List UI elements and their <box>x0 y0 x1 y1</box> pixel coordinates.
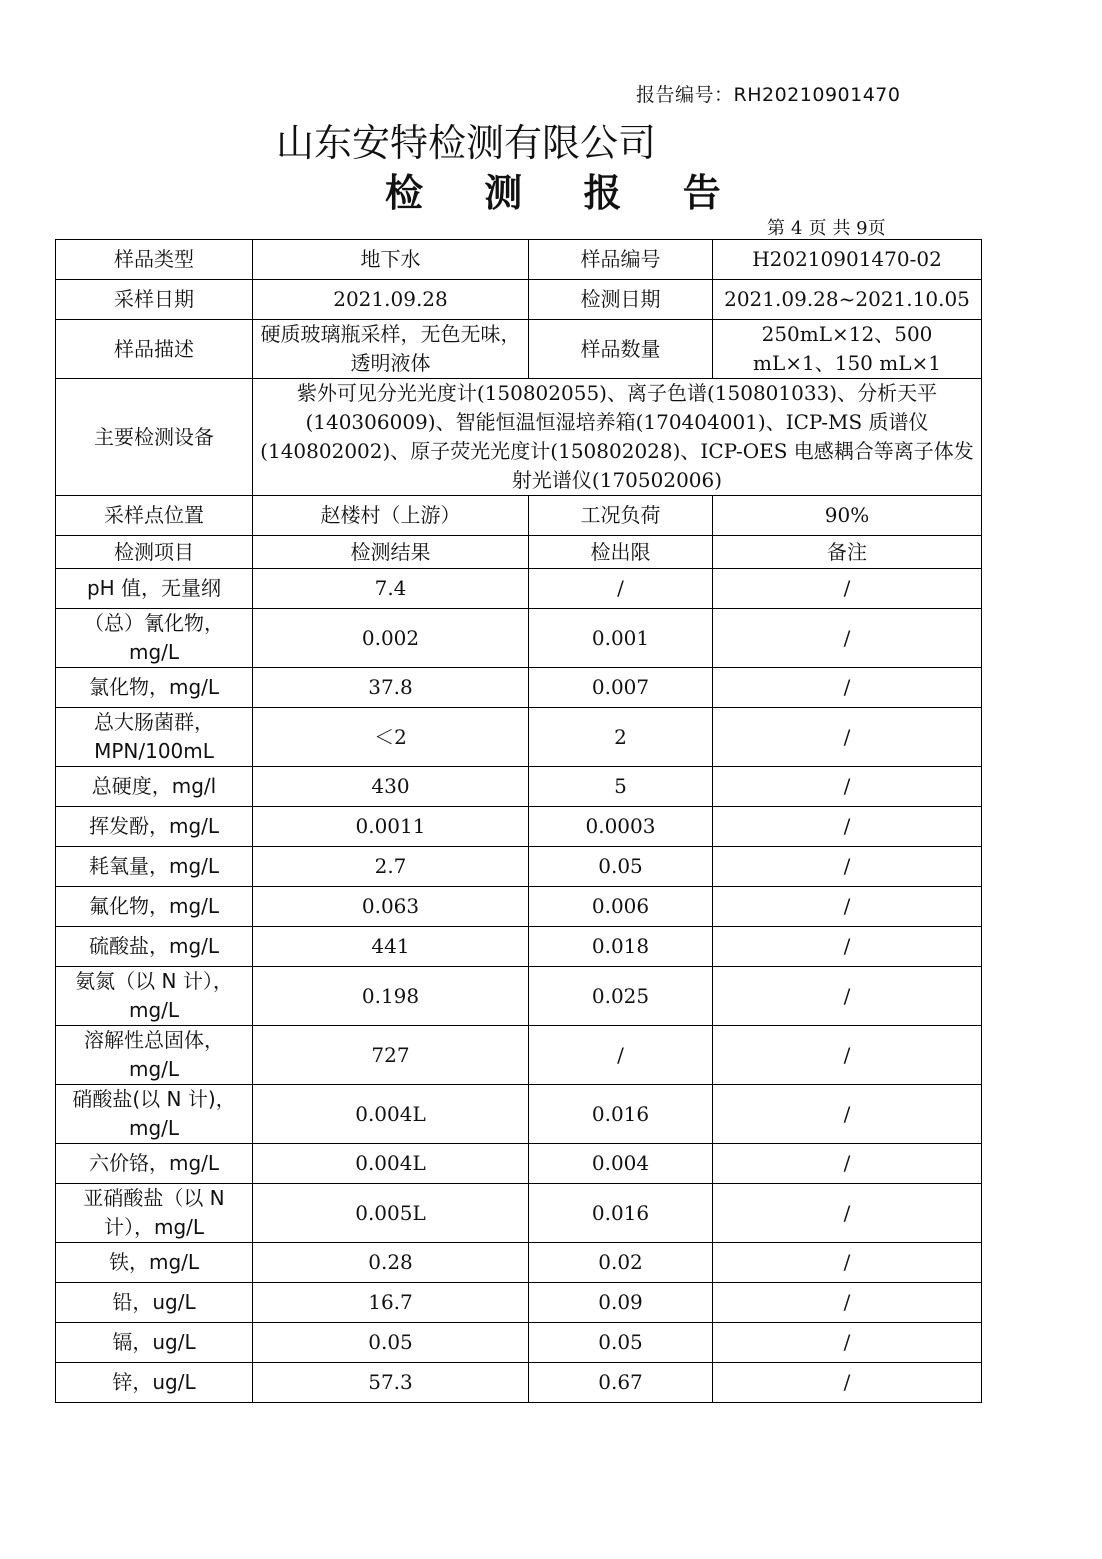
cell-note: / <box>713 967 982 1026</box>
cell-result: 37.8 <box>253 668 529 708</box>
cell-result: 7.4 <box>253 569 529 609</box>
cell-limit: 0.018 <box>529 927 713 967</box>
cell-limit: 0.02 <box>529 1243 713 1283</box>
cell-note: / <box>713 1283 982 1323</box>
report-number-label: 报告编号： <box>636 84 734 106</box>
cell-limit: / <box>529 1026 713 1085</box>
table-row <box>56 1085 982 1144</box>
cell-item: pH 值，无量纲 <box>56 569 253 609</box>
table-row <box>56 807 982 847</box>
cell-item: 硫酸盐，mg/L <box>56 927 253 967</box>
test-date-value: 2021.09.28~2021.10.05 <box>713 280 982 320</box>
cell-limit: 0.05 <box>529 1323 713 1363</box>
cell-note: / <box>713 807 982 847</box>
page-total: 共 9页 <box>832 218 886 239</box>
cell-item: 硝酸盐(以 N 计)，mg/L <box>56 1085 253 1144</box>
cell-note: / <box>713 927 982 967</box>
sample-type-value: 地下水 <box>253 240 529 280</box>
table-row <box>56 569 982 609</box>
table-row <box>56 609 982 668</box>
table-row <box>56 1283 982 1323</box>
sample-type-label: 样品类型 <box>56 240 253 280</box>
load-label: 工况负荷 <box>529 496 713 536</box>
cell-limit: 0.67 <box>529 1363 713 1403</box>
cell-result: 430 <box>253 767 529 807</box>
cell-item: 铁，mg/L <box>56 1243 253 1283</box>
cell-result: ＜2 <box>253 708 529 767</box>
cell-item: 亚硝酸盐（以 N 计），mg/L <box>56 1184 253 1243</box>
cell-item: 镉，ug/L <box>56 1323 253 1363</box>
cell-limit: 2 <box>529 708 713 767</box>
location-value: 赵楼村（上游） <box>253 496 529 536</box>
cell-limit: 0.0003 <box>529 807 713 847</box>
info-row <box>56 280 982 320</box>
document-title: 检 测 报 告 <box>385 171 745 215</box>
cell-item: （总）氰化物，mg/L <box>56 609 253 668</box>
cell-item: 氟化物，mg/L <box>56 887 253 927</box>
cell-note: / <box>713 668 982 708</box>
cell-result: 0.0011 <box>253 807 529 847</box>
equipment-value: 紫外可见分光光度计(150802055)、离子色谱(150801033)、分析天平(140306009)、智能恒温恒湿培养箱(170404001)、ICP-MS 质谱仪(140802002)、原子荧光光度计(150802028)、ICP-OES 电感耦合等离子体发射光谱仪(170502006) <box>253 379 982 496</box>
cell-result: 0.004L <box>253 1144 529 1184</box>
info-row <box>56 379 982 496</box>
info-row <box>56 320 982 379</box>
sampling-date-value: 2021.09.28 <box>253 280 529 320</box>
table-row <box>56 1243 982 1283</box>
location-label: 采样点位置 <box>56 496 253 536</box>
report-table <box>55 239 982 1403</box>
sample-no-value: H20210901470-02 <box>713 240 982 280</box>
cell-note: / <box>713 609 982 668</box>
cell-result: 2.7 <box>253 847 529 887</box>
cell-result: 57.3 <box>253 1363 529 1403</box>
page-indicator <box>764 214 889 240</box>
cell-note: / <box>713 887 982 927</box>
sampling-date-label: 采样日期 <box>56 280 253 320</box>
report-number-value: RH20210901470 <box>733 84 901 106</box>
table-row <box>56 927 982 967</box>
table-row <box>56 767 982 807</box>
test-date-label: 检测日期 <box>529 280 713 320</box>
cell-item: 铅，ug/L <box>56 1283 253 1323</box>
column-header: 检出限 <box>529 536 713 569</box>
column-header: 备注 <box>713 536 982 569</box>
table-row <box>56 887 982 927</box>
cell-result: 0.004L <box>253 1085 529 1144</box>
report-number <box>636 80 900 107</box>
table-row <box>56 1184 982 1243</box>
column-header: 检测项目 <box>56 536 253 569</box>
sample-desc-value: 硬质玻璃瓶采样，无色无味，透明液体 <box>253 320 529 379</box>
cell-note: / <box>713 1085 982 1144</box>
cell-result: 441 <box>253 927 529 967</box>
cell-limit: 0.016 <box>529 1085 713 1144</box>
cell-limit: 0.007 <box>529 668 713 708</box>
cell-item: 溶解性总固体，mg/L <box>56 1026 253 1085</box>
cell-result: 727 <box>253 1026 529 1085</box>
cell-item: 挥发酚，mg/L <box>56 807 253 847</box>
column-header-row <box>56 536 982 569</box>
table-row <box>56 1144 982 1184</box>
cell-item: 耗氧量，mg/L <box>56 847 253 887</box>
cell-limit: 0.09 <box>529 1283 713 1323</box>
cell-item: 六价铬，mg/L <box>56 1144 253 1184</box>
cell-limit: 5 <box>529 767 713 807</box>
cell-result: 0.063 <box>253 887 529 927</box>
table-row <box>56 967 982 1026</box>
sample-qty-value: 250mL×12、500 mL×1、150 mL×1 <box>713 320 982 379</box>
table-row <box>56 708 982 767</box>
cell-result: 16.7 <box>253 1283 529 1323</box>
table-row <box>56 847 982 887</box>
equipment-label: 主要检测设备 <box>56 379 253 496</box>
cell-note: / <box>713 767 982 807</box>
cell-note: / <box>713 569 982 609</box>
sample-desc-label: 样品描述 <box>56 320 253 379</box>
table-row <box>56 1363 982 1403</box>
cell-note: / <box>713 1363 982 1403</box>
info-row <box>56 240 982 280</box>
cell-note: / <box>713 1026 982 1085</box>
cell-note: / <box>713 1184 982 1243</box>
cell-item: 氯化物，mg/L <box>56 668 253 708</box>
column-header: 检测结果 <box>253 536 529 569</box>
cell-note: / <box>713 708 982 767</box>
cell-note: / <box>713 1243 982 1283</box>
cell-item: 氨氮（以 N 计），mg/L <box>56 967 253 1026</box>
cell-limit: 0.016 <box>529 1184 713 1243</box>
cell-result: 0.28 <box>253 1243 529 1283</box>
cell-limit: 0.004 <box>529 1144 713 1184</box>
cell-result: 0.002 <box>253 609 529 668</box>
page-word-di: 第 <box>767 218 785 239</box>
table-row <box>56 668 982 708</box>
cell-item: 总大肠菌群，MPN/100mL <box>56 708 253 767</box>
cell-note: / <box>713 1144 982 1184</box>
sample-qty-label: 样品数量 <box>529 320 713 379</box>
cell-note: / <box>713 1323 982 1363</box>
cell-limit: 0.006 <box>529 887 713 927</box>
info-row <box>56 496 982 536</box>
cell-limit: / <box>529 569 713 609</box>
table-row <box>56 1323 982 1363</box>
sample-no-label: 样品编号 <box>529 240 713 280</box>
page-word-ye: 页 <box>808 218 827 239</box>
page-current: 4 <box>791 218 803 239</box>
table-row <box>56 1026 982 1085</box>
cell-item: 总硬度，mg/l <box>56 767 253 807</box>
cell-limit: 0.001 <box>529 609 713 668</box>
company-name: 山东安特检测有限公司 <box>276 121 657 165</box>
load-value: 90% <box>713 496 982 536</box>
cell-limit: 0.025 <box>529 967 713 1026</box>
cell-result: 0.005L <box>253 1184 529 1243</box>
cell-result: 0.05 <box>253 1323 529 1363</box>
cell-limit: 0.05 <box>529 847 713 887</box>
cell-item: 锌，ug/L <box>56 1363 253 1403</box>
cell-result: 0.198 <box>253 967 529 1026</box>
cell-note: / <box>713 847 982 887</box>
